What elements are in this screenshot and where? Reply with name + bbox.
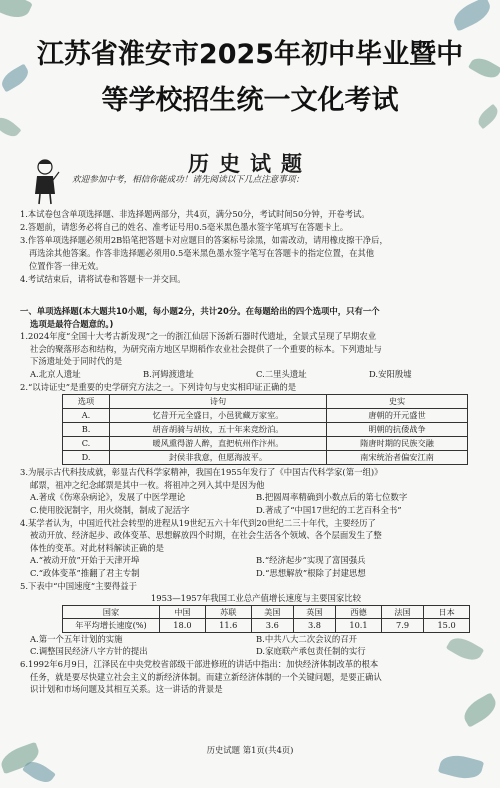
leaf-decoration-top-right: [450, 0, 495, 32]
table-cell: 西德: [336, 605, 382, 619]
question-4-stem: 4.某学者认为，中国近代社会转型的进程从19世纪五六十年代到20世纪二三十年代，主要经历了: [20, 517, 376, 528]
table-cell: 忆昔开元全盛日，小邑犹藏万家室。: [110, 409, 327, 423]
option[interactable]: A.北京人遗址: [30, 368, 81, 379]
note-line: 1.本试卷包含单项选择题、非选择题两部分，共4页，满分50分，考试时间50分钟，开卷考试。: [20, 209, 370, 219]
table-row: [63, 619, 470, 633]
option[interactable]: D.家庭联产承包责任制的实行: [256, 646, 366, 657]
table-cell: 3.6: [251, 619, 293, 633]
table-row: [63, 451, 468, 465]
option[interactable]: A.著成《伤寒杂病论》，发展了中医学理论: [30, 492, 186, 503]
question-4-stem: 体性的变革。对此材料解读正确的是: [30, 542, 164, 553]
question-5-options: [20, 633, 482, 658]
table-cell: 10.1: [336, 619, 382, 633]
table-cell: 中国: [160, 605, 206, 619]
note-line: 再选涂其他答案。作答非选择题必须用0.5毫米黑色墨水签字笔写在答题卡的指定位置，在其他: [29, 248, 375, 258]
leaf-decoration-bottom-right: [459, 692, 500, 727]
note-line: 3.作答单项选择题必须用2B铅笔把答题卡对应题目的答案标号涂黑，如需改动，请用橡皮擦干净后，: [20, 235, 388, 245]
table-cell: 隋唐时期的民族交融: [327, 437, 468, 451]
question-1-stem: 社会的聚落形态和结构，为研究南方地区早期稻作农业社会提供了一个重要的标本。下列遗址与: [30, 343, 382, 354]
table-row: [63, 423, 468, 437]
leaf-decoration-top-left: [0, 113, 21, 140]
option[interactable]: C.使用胶泥制字，用火烧制，制成了泥活字: [30, 504, 190, 515]
table-cell: 法国: [381, 605, 423, 619]
question-1-stem: 下汤遗址处于同时代的是: [30, 356, 123, 367]
table-row: [63, 437, 468, 451]
table-header: 年平均增长速度(%): [63, 619, 160, 633]
table-cell: 11.6: [205, 619, 251, 633]
teacher-cartoon-icon: [30, 158, 60, 206]
question-6-stem: 识计划和市场问题及其相互关系。这一讲话的背景是: [30, 684, 223, 695]
note-line: 2.答题前，请您务必将自己的姓名、准考证号用0.5毫米黑色墨水签字笔填写在答题卡上。: [20, 222, 349, 232]
option[interactable]: B.中共八大二次会议的召开: [256, 633, 357, 644]
table-cell: D.: [63, 451, 110, 465]
table-cell: 美国: [251, 605, 293, 619]
option[interactable]: D.“思想解放”根除了封建思想: [256, 567, 366, 578]
exam-notes: [20, 208, 480, 286]
question-2-stem: 2.“以诗证史”是重要的史学研究方法之一。下列诗句与史实相印证正确的是: [20, 381, 297, 392]
table-header: 史实: [327, 395, 468, 409]
section-heading: 一、单项选择题(本大题共10小题，每小题2分，共计20分。在每题给出的四个选项中，只有一个: [20, 306, 380, 316]
question-5-stem: 5.下表中“中国速度”主要得益于: [20, 580, 138, 591]
table-cell: A.: [63, 409, 110, 423]
table-cell: 18.0: [160, 619, 206, 633]
option[interactable]: C.二里头遗址: [256, 368, 307, 379]
option[interactable]: B.“经济起步”实现了富国强兵: [256, 555, 366, 566]
exam-title-line1: 江苏省淮安市2025年初中毕业暨中: [36, 39, 464, 70]
table-cell: 7.9: [381, 619, 423, 633]
table-cell: 英国: [293, 605, 335, 619]
option[interactable]: B.把圆周率精确到小数点后的第七位数字: [256, 492, 408, 503]
notice-heading: 欢迎参加中考，相信你能成功！请先阅读以下几点注意事项：: [72, 175, 305, 185]
table-cell: 南宋统治者偏安江南: [327, 451, 468, 465]
question-6-stem: 任务，就是要尽快建立社会主义的新经济体制。而建立新经济体制的一个关键问题，是要正确认: [30, 671, 382, 682]
exam-title-line2: 等学校招生统一文化考试: [101, 85, 399, 116]
note-line: 位置作答一律无效。: [29, 261, 104, 271]
option[interactable]: C.调整国民经济八字方针的提出: [30, 646, 148, 657]
question-5-table-caption: 1953—1957年我国工业总产值增长速度与主要国家比较: [150, 593, 362, 604]
note-line: 4.考试结束后，请将试卷和答题卡一并交回。: [20, 274, 186, 284]
page-footer: 历史试题 第1页(共4页): [206, 745, 294, 755]
option[interactable]: A.第一个五年计划的实施: [30, 633, 123, 644]
table-cell: 唐朝的开元盛世: [327, 409, 468, 423]
question-2-table: [62, 394, 468, 465]
option[interactable]: D.安阳殷墟: [369, 368, 412, 379]
question-1-stem: 1.2024年度“全国十大考古新发现”之一的浙江仙居下汤新石器时代遗址，全景式呈现了早期农业: [20, 331, 377, 342]
option[interactable]: C.“政体变革”推翻了君主专制: [30, 567, 140, 578]
table-cell: 15.0: [424, 619, 470, 633]
question-3-options: [20, 491, 482, 516]
table-header: 国家: [63, 605, 160, 619]
table-cell: B.: [63, 423, 110, 437]
leaf-decoration-top-left: [0, 0, 33, 23]
table-cell: 胡音胡骑与胡妆，五十年来竞纷泊。: [110, 423, 327, 437]
table-header: 选项: [63, 395, 110, 409]
question-4-options: [20, 554, 482, 579]
question-1-options: [20, 368, 482, 381]
table-cell: 封侯非我意，但愿海波平。: [110, 451, 327, 465]
table-row: [63, 605, 470, 619]
subject-title: 历史试题: [188, 151, 312, 176]
option[interactable]: A.“被动开放”开始于天津开埠: [30, 555, 140, 566]
table-row: [63, 409, 468, 423]
table-cell: 3.8: [293, 619, 335, 633]
table-cell: 明朝的抗倭战争: [327, 423, 468, 437]
question-4-stem: 被动开放、经济起步、政体变革、思想解放四个时期，在社会生活各个领域、各个层面发生了整: [30, 530, 382, 541]
question-6-stem: 6.1992年6月9日，江泽民在中央党校省部级干部进修班的讲话中指出：加快经济体制改革的根本: [20, 659, 379, 670]
section-heading: 选项是最符合题意的。): [30, 318, 114, 329]
table-cell: 日本: [424, 605, 470, 619]
table-header: 诗句: [110, 395, 327, 409]
option[interactable]: B.河姆渡遗址: [143, 368, 194, 379]
option[interactable]: D.著成了“中国17世纪的工艺百科全书”: [256, 504, 402, 515]
table-cell: C.: [63, 437, 110, 451]
question-3-stem: 邮票，祖冲之纪念邮票是其中一枚。将祖冲之列入其中是因为他: [30, 479, 265, 490]
single-choice-section: [20, 305, 482, 696]
table-cell: 暖风熏得游人醉，直把杭州作汴州。: [110, 437, 327, 451]
question-3-stem: 3.为展示古代科技成就，彰显古代科学家精神，我国在1955年发行了《中国古代科学家(第一组)》: [20, 467, 383, 478]
question-5-table: [62, 605, 470, 633]
table-header-row: [63, 395, 468, 409]
table-cell: 苏联: [205, 605, 251, 619]
